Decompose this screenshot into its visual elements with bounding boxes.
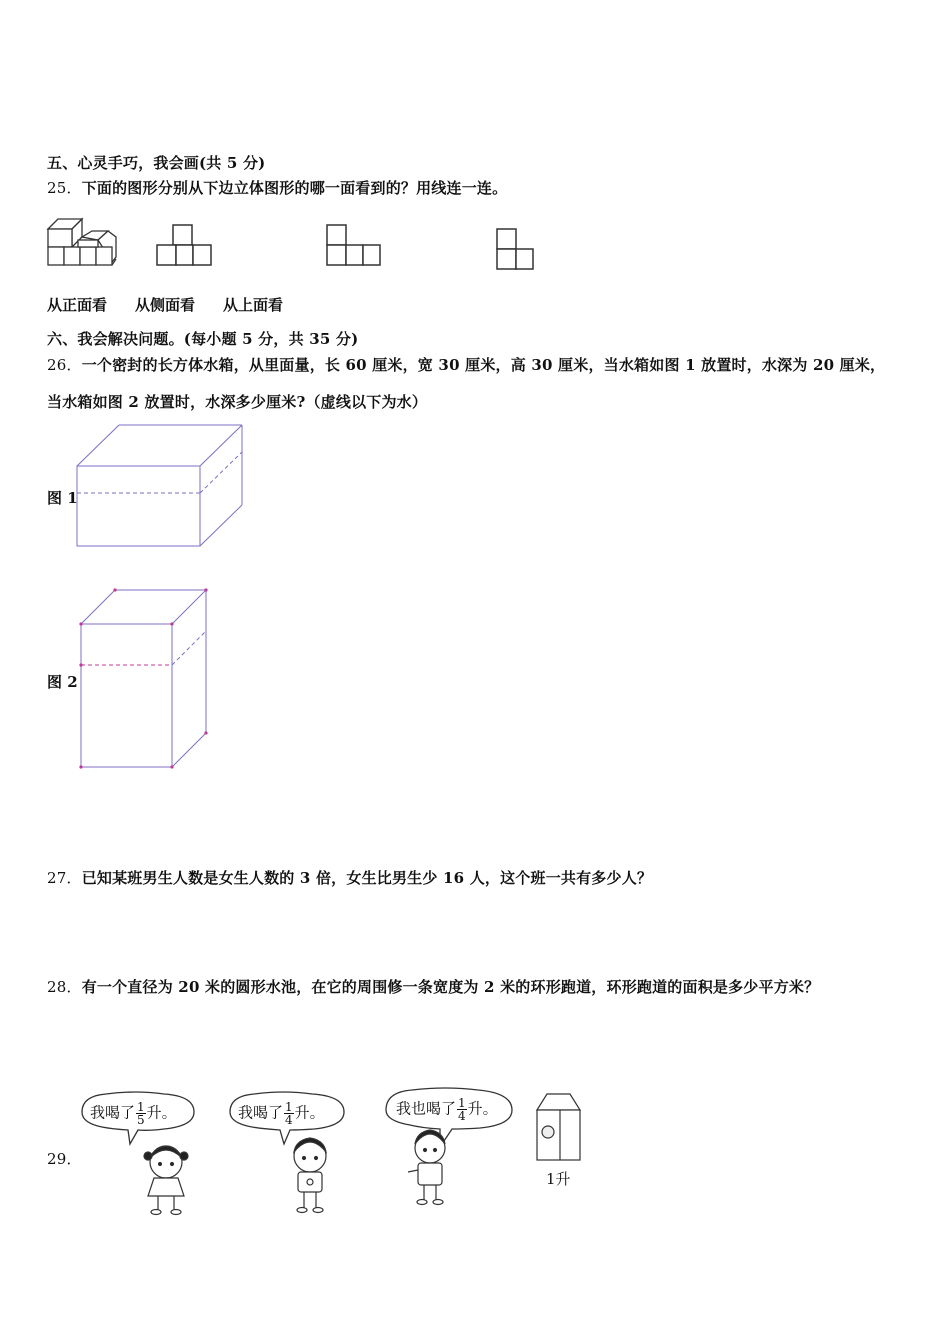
girl-figure (144, 1146, 188, 1215)
bubble-boy1-suffix: 升。 (294, 1103, 325, 1122)
q26-line2: 当水箱如图 2 放置时，水深多少厘米?（虚线以下为水） (47, 393, 428, 411)
q26-text-line1: 一个密封的长方体水箱，从里面量，长 60 厘米，宽 30 厘米，高 30 厘米，当水箱如图 1 放置时，水深为 20 厘米， (81, 356, 886, 374)
q28-line (47, 976, 819, 997)
bubble-boy2-suffix: 升。 (467, 1099, 498, 1118)
q28-number: 28． (47, 978, 82, 996)
q29-number: 29． (47, 1150, 82, 1168)
q25-view-a (157, 225, 211, 265)
fig1-label: 图 1 (47, 489, 78, 507)
milk-carton-icon (537, 1094, 580, 1160)
q29-bubble-boy2 (396, 1097, 498, 1122)
boy2-figure (408, 1130, 445, 1205)
section5-title: 五、心灵手巧，我会画(共 5 分) (47, 154, 266, 172)
q27-text: 已知某班男生人数是女生人数的 3 倍，女生比男生少 16 人，这个班一共有多少人？ (81, 869, 653, 887)
q26-number: 26． (47, 356, 82, 374)
q26-line1 (47, 354, 885, 375)
bubble-girl-denominator: 5 (137, 1113, 145, 1127)
q25-text: 下面的图形分别从下边立体图形的哪一面看到的？用线连一连。 (81, 179, 508, 197)
q29-bubble-boy1 (238, 1101, 325, 1126)
fig1-box (77, 425, 242, 546)
boy1-figure (294, 1138, 326, 1213)
bubble-boy1-fraction (284, 1101, 294, 1126)
q28-text: 有一个直径为 20 米的圆形水池，在它的周围修一条宽度为 2 米的环形跑道，环形跑道的面积是多少平方米？ (81, 978, 820, 996)
bubble-girl-suffix: 升。 (146, 1103, 177, 1122)
bubble-girl-prefix: 我喝了 (90, 1103, 136, 1122)
fig2-box (81, 590, 206, 767)
bubble-boy1-numerator: 1 (285, 1100, 293, 1114)
bubble-boy2-prefix: 我也喝了 (396, 1099, 457, 1118)
bubble-boy2-denominator: 4 (458, 1109, 466, 1123)
view-label-side: 从侧面看 (135, 296, 196, 314)
bubble-girl-numerator: 1 (137, 1100, 145, 1114)
section6-title: 六、我会解决问题。(每小题 5 分，共 35 分) (47, 330, 359, 348)
q25-view-labels (47, 294, 311, 315)
fig2-label: 图 2 (47, 673, 78, 691)
view-label-front: 从正面看 (47, 296, 108, 314)
milk-label: 1升 (546, 1170, 571, 1188)
bubble-boy2-numerator: 1 (458, 1096, 466, 1110)
q27-line (47, 867, 652, 888)
q25-view-c (497, 229, 533, 269)
fig2-vertex-dots (79, 588, 207, 768)
q25-solid-figure (48, 219, 116, 265)
q27-number: 27． (47, 869, 82, 887)
bubble-girl-fraction (136, 1101, 146, 1126)
bubble-boy1-prefix: 我喝了 (238, 1103, 284, 1122)
q25-number: 25． (47, 179, 82, 197)
q25-view-b (327, 225, 380, 265)
bubble-boy2-fraction (457, 1097, 467, 1122)
q29-bubble-girl (90, 1101, 177, 1126)
view-label-top: 从上面看 (223, 296, 284, 314)
bubble-boy1-denominator: 4 (285, 1113, 293, 1127)
